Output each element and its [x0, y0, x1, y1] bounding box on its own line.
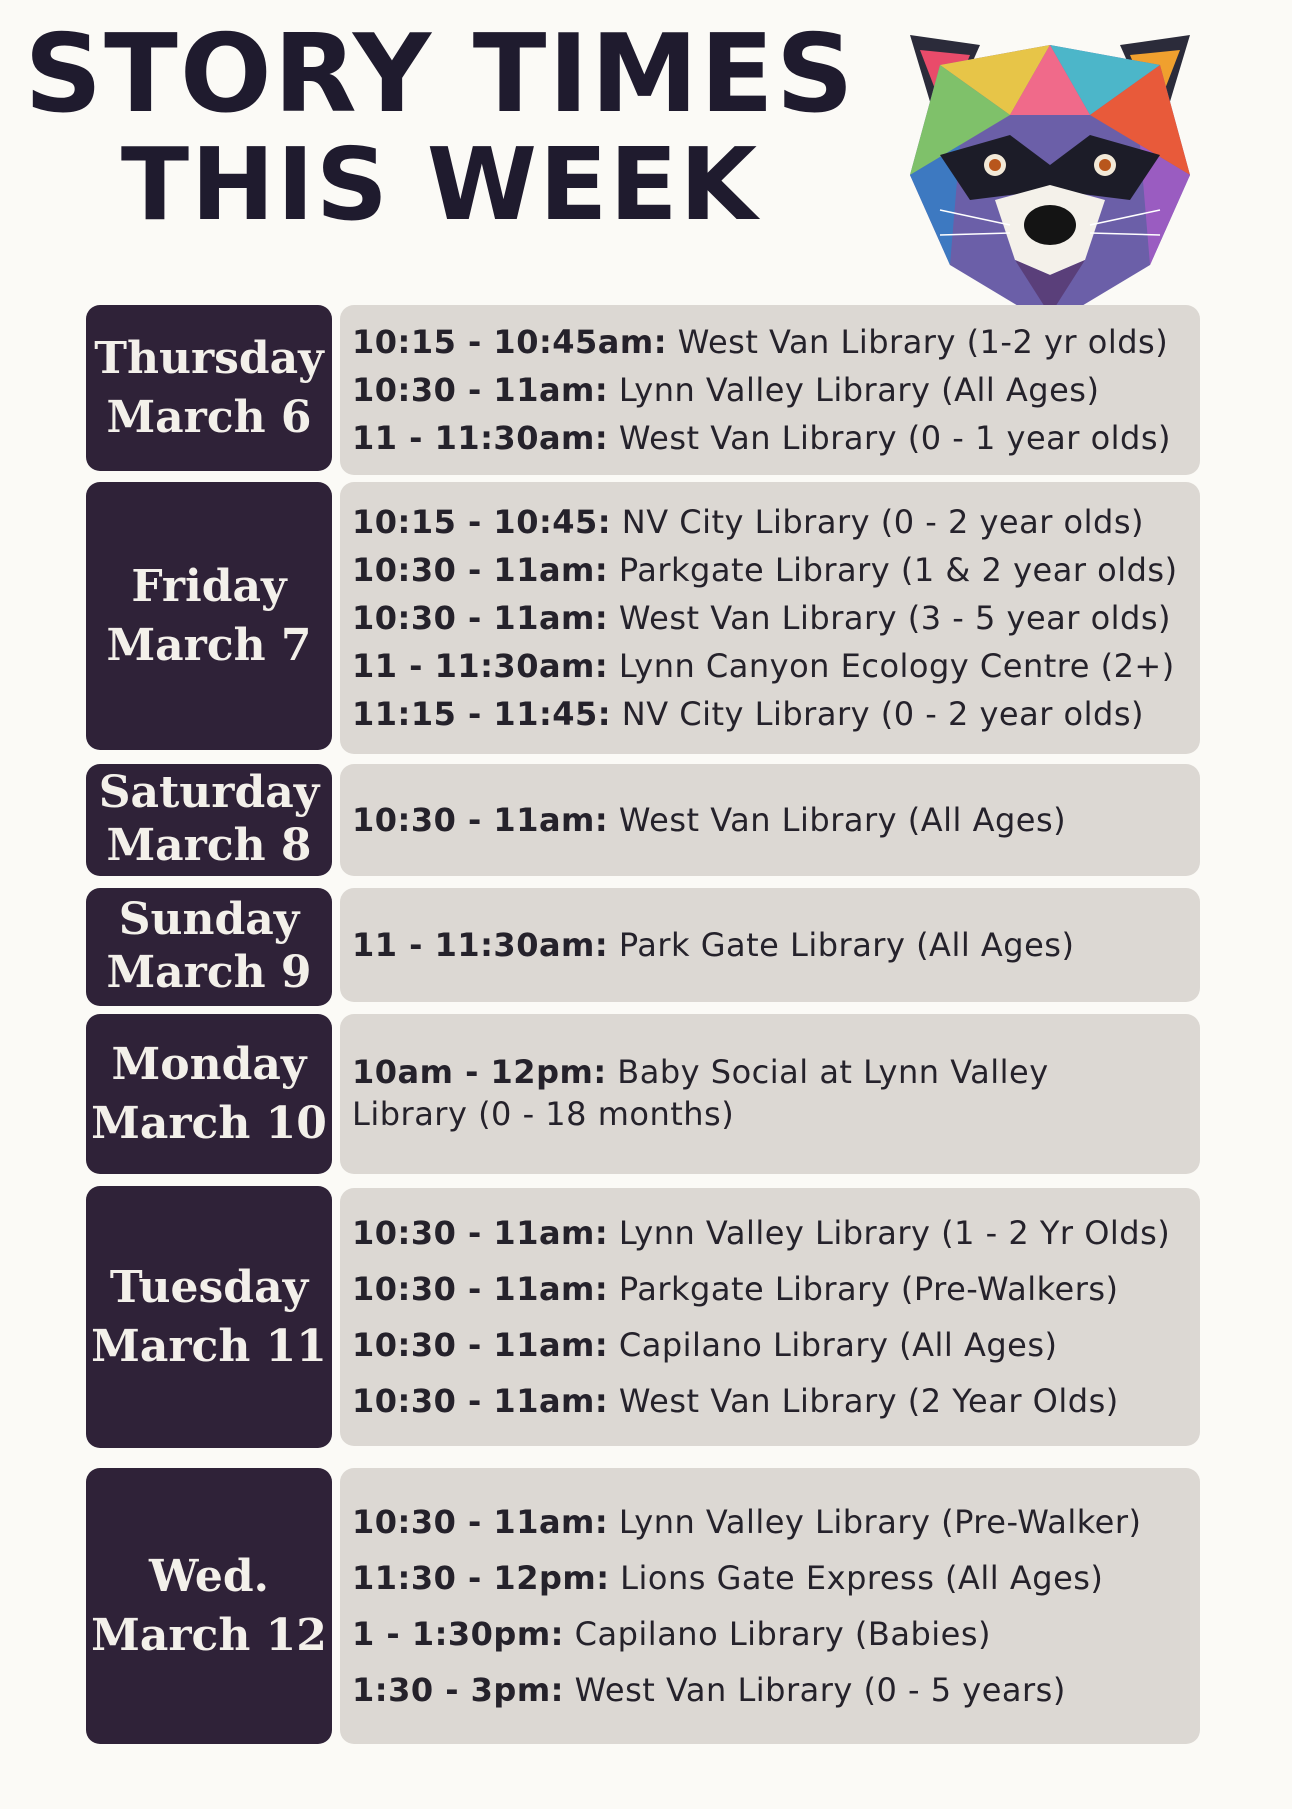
- event-item: 11:30 - 12pm: Lions Gate Express (All Ages): [352, 1559, 1104, 1597]
- event-item: 11 - 11:30am: Park Gate Library (All Ages): [352, 926, 1075, 964]
- day-date: March 6: [106, 392, 312, 443]
- day-name: Friday: [131, 560, 287, 612]
- day-label-box: [86, 1468, 332, 1744]
- day-name: Tuesday: [109, 1261, 309, 1313]
- day-date: March 8: [106, 820, 312, 871]
- events-box: [340, 305, 1200, 475]
- day-label-box: [86, 764, 332, 876]
- day-date: March 12: [91, 1610, 327, 1661]
- event-item: 1:30 - 3pm: West Van Library (0 - 5 years): [352, 1671, 1066, 1709]
- event-item: 1 - 1:30pm: Capilano Library (Babies): [352, 1615, 991, 1653]
- event-item: 10:15 - 10:45am: West Van Library (1-2 yr olds): [352, 323, 1169, 361]
- day-name: Thursday: [94, 332, 324, 384]
- day-name: Saturday: [98, 767, 320, 819]
- event-item: 10:30 - 11am: Lynn Valley Library (Pre-Walker): [352, 1503, 1142, 1541]
- event-item: 10:30 - 11am: West Van Library (3 - 5 year olds): [352, 599, 1171, 637]
- event-item: 11 - 11:30am: Lynn Canyon Ecology Centre (2+): [352, 647, 1175, 685]
- day-label-box: [86, 888, 332, 1006]
- events-box: [340, 1188, 1200, 1446]
- day-label-box: [86, 1186, 332, 1448]
- day-name: Wed.: [149, 1550, 269, 1602]
- day-date: March 7: [106, 620, 312, 671]
- day-name: Monday: [111, 1038, 307, 1090]
- day-label-box: [86, 482, 332, 750]
- event-item: 10:30 - 11am: Parkgate Library (Pre-Walkers): [352, 1270, 1119, 1308]
- day-date: March 9: [106, 947, 312, 998]
- event-item: 10:30 - 11am: Lynn Valley Library (1 - 2 Yr Olds): [352, 1214, 1171, 1252]
- events-box: [340, 888, 1200, 1002]
- event-item: 11 - 11:30am: West Van Library (0 - 1 year olds): [352, 419, 1171, 457]
- day-date: March 11: [91, 1321, 327, 1372]
- event-item: 10:30 - 11am: Lynn Valley Library (All Ages): [352, 371, 1100, 409]
- raccoon-icon: [900, 25, 1200, 325]
- events-box: [340, 482, 1200, 754]
- page-title: [0, 12, 880, 244]
- day-name: Sunday: [118, 894, 300, 946]
- event-item: 11:15 - 11:45: NV City Library (0 - 2 year olds): [352, 695, 1144, 733]
- title-line-1: STORY TIMES: [24, 12, 856, 137]
- day-date: March 10: [91, 1098, 327, 1149]
- event-item: 10am - 12pm: Baby Social at Lynn Valley Library (0 - 18 months): [352, 1053, 1049, 1133]
- events-box: [340, 1468, 1200, 1744]
- event-item: 10:30 - 11am: West Van Library (All Ages): [352, 801, 1067, 839]
- event-item: 10:15 - 10:45: NV City Library (0 - 2 year olds): [352, 503, 1144, 541]
- events-box: [340, 1014, 1200, 1174]
- events-box: [340, 764, 1200, 876]
- day-label-box: [86, 1014, 332, 1174]
- event-item: 10:30 - 11am: West Van Library (2 Year Olds): [352, 1382, 1119, 1420]
- title-line-2: THIS WEEK: [120, 126, 760, 244]
- day-label-box: [86, 305, 332, 471]
- event-item: 10:30 - 11am: Parkgate Library (1 & 2 year olds): [352, 551, 1178, 589]
- event-item: 10:30 - 11am: Capilano Library (All Ages): [352, 1326, 1058, 1364]
